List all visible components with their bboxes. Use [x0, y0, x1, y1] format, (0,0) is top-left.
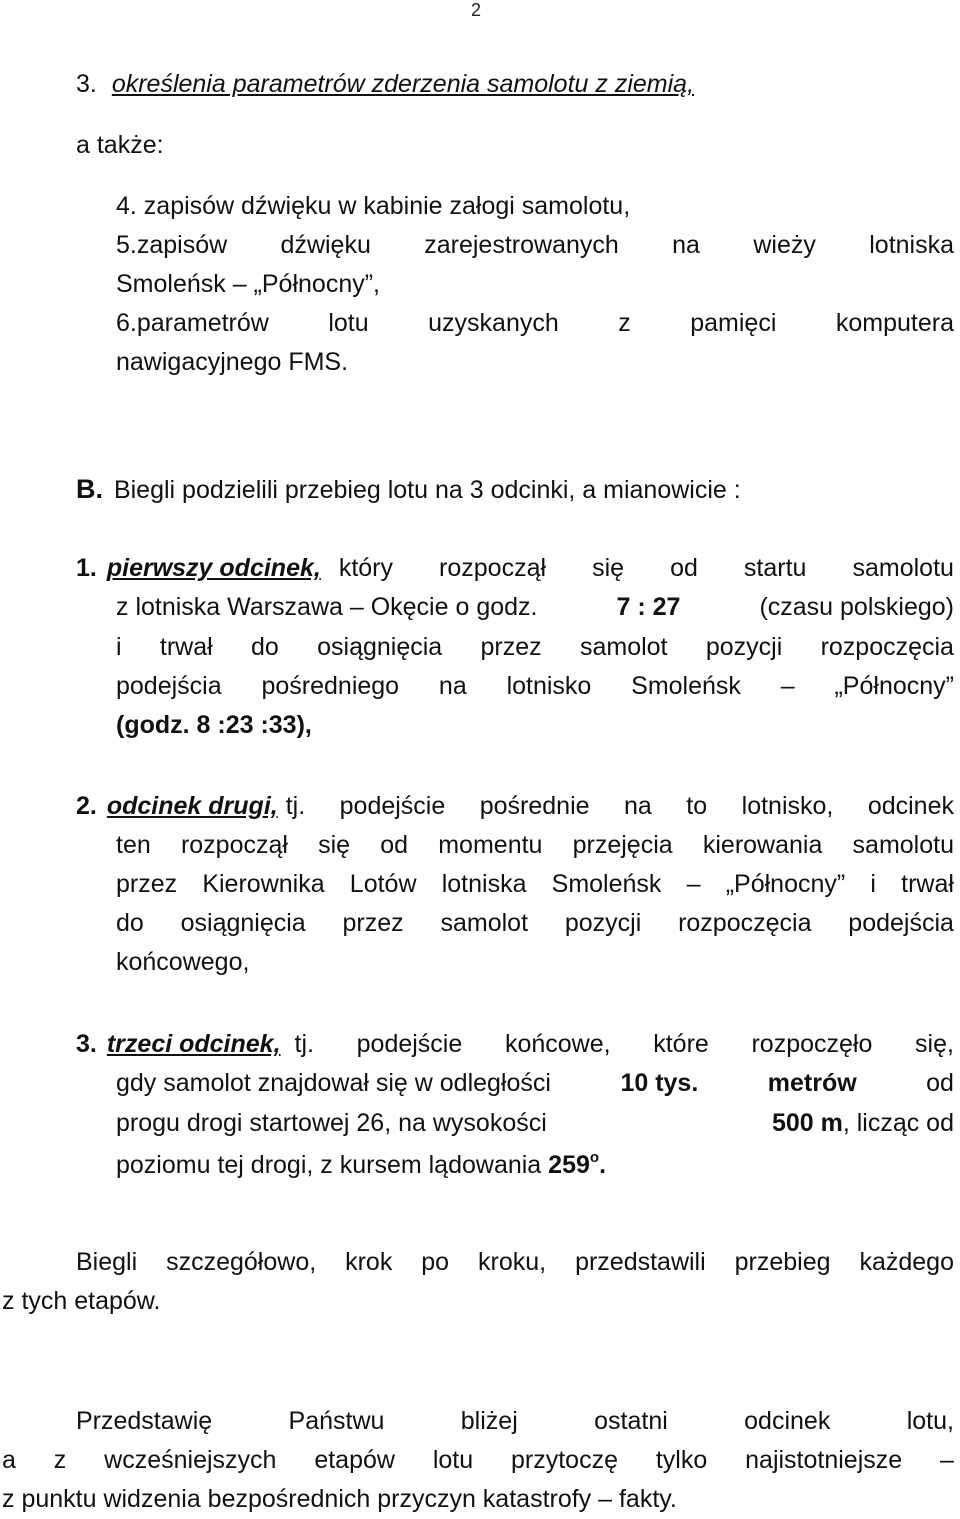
segment-3-line-4-text: poziomu tej drogi, z kursem lądowania: [116, 1151, 542, 1179]
segment-2-line-4-word: samolot: [440, 909, 529, 937]
segment-3-line-1-text-word: końcowe,: [504, 1030, 611, 1058]
segment-2-line-3-word: przez: [116, 870, 178, 898]
segment-3-line-1-text-word: rozpoczęło: [751, 1030, 873, 1058]
segment-3-line-3: [116, 1111, 954, 1136]
segment-1-line-3-word: osiągnięcia: [317, 633, 443, 661]
segment-2-title: odcinek drugi,: [106, 792, 278, 820]
list-item-6-line-1-word: pamięci: [690, 309, 777, 337]
paragraph-2-line-1-word: Państwu: [288, 1407, 385, 1435]
segment-2-line-3-word: „Północny”: [725, 870, 846, 898]
segment-1-line-3-word: przez: [480, 633, 542, 661]
segment-2-line-3-word: Lotów: [349, 870, 417, 898]
list-item-6-line-1-word: 6.parametrów: [116, 309, 269, 337]
paragraph-1-line-1-word: przedstawili: [575, 1248, 706, 1276]
segment-3-distance-unit: metrów: [767, 1069, 857, 1097]
paragraph-2-line-2-word: przytoczę: [511, 1446, 618, 1474]
segment-1-line-3-word: trwał: [159, 633, 213, 661]
segment-1-line-4-word: „Północny”: [834, 672, 954, 700]
segment-3-line-2-text: gdy samolot znajdował się w odległości: [116, 1069, 551, 1097]
segment-1-line-3-word: do: [250, 633, 279, 661]
segment-1-line-3-word: samolot: [579, 633, 668, 661]
segment-1-line-1-text-word: się: [592, 554, 625, 582]
paragraph-1-line-2: z tych etapów.: [2, 1287, 161, 1315]
segment-2-line-4-word: podejścia: [848, 909, 954, 937]
segment-1-line-3-word: pozycji: [705, 633, 783, 661]
segment-1-line-1: [76, 556, 954, 581]
segment-2-line-5: końcowego,: [116, 948, 250, 976]
paragraph-1-line-1-word: szczegółowo,: [166, 1248, 317, 1276]
paragraph-2-line-2-word: wcześniejszych: [104, 1446, 277, 1474]
segment-1-number: 1.: [76, 554, 97, 582]
segment-3-distance: 10 tys.: [620, 1069, 699, 1097]
segment-3-line-1-text-word: podejście: [356, 1030, 463, 1058]
paragraph-1-line-1-word: każdego: [859, 1248, 954, 1276]
segment-1-line-4-word: –: [780, 672, 795, 700]
segment-3-altitude: 500 m: [771, 1109, 843, 1137]
segment-3-line-2: [116, 1071, 954, 1096]
paragraph-2-line-2-word: a: [2, 1446, 16, 1474]
paragraph-1-line-1-word: Biegli: [76, 1248, 138, 1276]
segment-1-line-4-word: na: [438, 672, 467, 700]
segment-1-line-2: [116, 595, 954, 620]
list-item-5-line-1-word: zarejestrowanych: [424, 231, 619, 259]
segment-2-line-4-word: osiągnięcia: [180, 909, 306, 937]
segment-3-line-2-end: od: [926, 1069, 954, 1097]
also-label: a także:: [76, 131, 164, 159]
segment-1-line-3-word: i: [116, 633, 122, 661]
segment-3-line-1-text-word: tj.: [294, 1030, 314, 1058]
segment-3-line-1-text: [295, 1032, 954, 1057]
segment-2-line-2-word: momentu: [438, 831, 543, 859]
list-item-6-line-1-word: uzyskanych: [428, 309, 559, 337]
segment-1-line-1-text-word: od: [670, 554, 698, 582]
paragraph-2-line-1-word: odcinek: [744, 1407, 831, 1435]
paragraph-2-line-2-word: tylko: [655, 1446, 708, 1474]
segment-2-line-3-word: Smoleńsk: [551, 870, 662, 898]
list-item-6-line-1: [116, 311, 954, 336]
list-item-4: 4. zapisów dźwięku w kabinie załogi samolotu,: [116, 192, 631, 220]
segment-2-line-2-word: ten: [116, 831, 151, 859]
paragraph-2-line-1-word: lotu,: [906, 1407, 954, 1435]
segment-2-number: 2.: [76, 792, 97, 820]
segment-2-line-3-word: –: [686, 870, 701, 898]
list-item-5-line-1-word: 5.zapisów: [116, 231, 228, 259]
segment-1-line-2-text: z lotniska Warszawa – Okęcie o godz.: [116, 593, 538, 621]
segment-3-line-3-text: progu drogi startowej 26, na wysokości: [116, 1109, 547, 1137]
segment-2-line-3-word: Kierownika: [202, 870, 325, 898]
segment-2-line-1: [76, 794, 954, 819]
item-3-number: 3.: [76, 70, 97, 98]
paragraph-1-line-1: [76, 1250, 954, 1275]
segment-2-line-2-word: od: [380, 831, 409, 859]
segment-2-line-3-word: trwał: [901, 870, 954, 898]
segment-2-line-4: [116, 911, 954, 936]
segment-1-line-1-text-word: który: [338, 554, 394, 582]
segment-2-line-4-word: pozycji: [564, 909, 642, 937]
segment-3-line-4: [116, 1150, 606, 1178]
segment-2-line-2-word: przejęcia: [572, 831, 673, 859]
list-item-6-line-2: nawigacyjnego FMS.: [116, 348, 349, 376]
segment-1-line-4-word: podejścia: [116, 672, 222, 700]
list-item-5-line-1-word: na: [672, 231, 700, 259]
segment-3-heading: 259: [548, 1151, 590, 1179]
segment-2-line-2-word: samolotu: [852, 831, 954, 859]
section-b-text: Biegli podzielili przebieg lotu na 3 odcinki, a mianowicie :: [113, 476, 741, 504]
segment-1-line-1-text-word: samolotu: [852, 554, 954, 582]
item-3-text: określenia parametrów zderzenia samolotu z ziemią,: [111, 70, 695, 98]
paragraph-2-line-2-word: najistotniejsze: [745, 1446, 903, 1474]
segment-1-line-3: [116, 635, 954, 660]
paragraph-1-line-1-word: krok: [345, 1248, 393, 1276]
segment-2-line-3-word: i: [870, 870, 876, 898]
paragraph-2-line-2-word: –: [940, 1446, 954, 1474]
list-item-5-line-1-word: lotniska: [869, 231, 954, 259]
paragraph-2-line-1: [76, 1409, 954, 1434]
list-item-6-line-1-word: lotu: [328, 309, 369, 337]
segment-1-line-4-word: Smoleńsk: [631, 672, 741, 700]
paragraph-2-line-3: z punktu widzenia bezpośrednich przyczyn katastrofy – fakty.: [2, 1485, 677, 1513]
paragraph-2-line-2: [2, 1448, 954, 1473]
list-item-5-line-1: [116, 233, 954, 258]
segment-1-line-4-word: pośredniego: [261, 672, 400, 700]
segment-1-line-4-word: lotnisko: [506, 672, 592, 700]
segment-2-line-1-text: tj. podejście pośrednie na to lotnisko, odcinek: [285, 792, 954, 820]
segment-3-line-1-text-word: które: [653, 1030, 709, 1058]
segment-2-line-4-word: przez: [342, 909, 404, 937]
paragraph-2-line-2-word: lotu: [432, 1446, 474, 1474]
item-3: [76, 72, 694, 97]
segment-1-line-1-text-word: startu: [743, 554, 807, 582]
segment-2-line-2-word: się: [318, 831, 351, 859]
segment-1-line-3-word: rozpoczęcia: [820, 633, 954, 661]
list-item-5-line-1-word: dźwięku: [280, 231, 371, 259]
paragraph-1-line-1-word: kroku,: [478, 1248, 547, 1276]
segment-1-line-4: [116, 674, 954, 699]
segment-1-timezone: (czasu polskiego): [759, 593, 954, 621]
list-item-6-line-1-word: z: [618, 309, 631, 337]
paragraph-2-line-1-word: ostatni: [594, 1407, 668, 1435]
segment-3-line-1: [76, 1032, 954, 1057]
segment-2-line-2-word: kierowania: [702, 831, 823, 859]
paragraph-2-line-2-word: etapów: [314, 1446, 395, 1474]
segment-1-line-5: (godz. 8 :23 :33),: [116, 711, 312, 739]
segment-3-line-1-text-word: się,: [915, 1030, 954, 1058]
segment-1-line-1-text: [339, 556, 954, 581]
segment-3-line-3-end: , licząc od: [842, 1109, 954, 1137]
list-item-5-line-2: Smoleńsk – „Północny”,: [116, 270, 381, 298]
section-b-label: B.: [76, 474, 103, 504]
list-item-5-line-1-word: wieży: [753, 231, 816, 259]
page-number: 2: [471, 0, 482, 20]
segment-3-line-4-end: .: [599, 1151, 607, 1179]
segment-2-line-4-word: rozpoczęcia: [678, 909, 812, 937]
segment-2-line-2-word: rozpoczął: [180, 831, 288, 859]
segment-1-line-1-text-word: rozpoczął: [439, 554, 547, 582]
segment-2-line-3: [116, 872, 954, 897]
segment-1-title: pierwszy odcinek,: [106, 554, 321, 582]
segment-2-line-4-word: do: [116, 909, 144, 937]
section-b: [76, 476, 741, 503]
segment-2-line-2: [116, 833, 954, 858]
paragraph-1-line-1-word: przebieg: [734, 1248, 831, 1276]
segment-2-line-3-word: lotniska: [441, 870, 527, 898]
list-item-6-line-1-word: komputera: [835, 309, 954, 337]
segment-3-title: trzeci odcinek,: [106, 1030, 281, 1058]
segment-1-time: 7 : 27: [616, 593, 681, 621]
paragraph-1-line-1-word: po: [421, 1248, 450, 1276]
paragraph-2-line-1-word: Przedstawię: [76, 1407, 213, 1435]
degree-symbol: o: [589, 1149, 600, 1166]
paragraph-2-line-2-word: z: [53, 1446, 67, 1474]
paragraph-2-line-1-word: bliżej: [460, 1407, 518, 1435]
segment-3-number: 3.: [76, 1030, 97, 1058]
